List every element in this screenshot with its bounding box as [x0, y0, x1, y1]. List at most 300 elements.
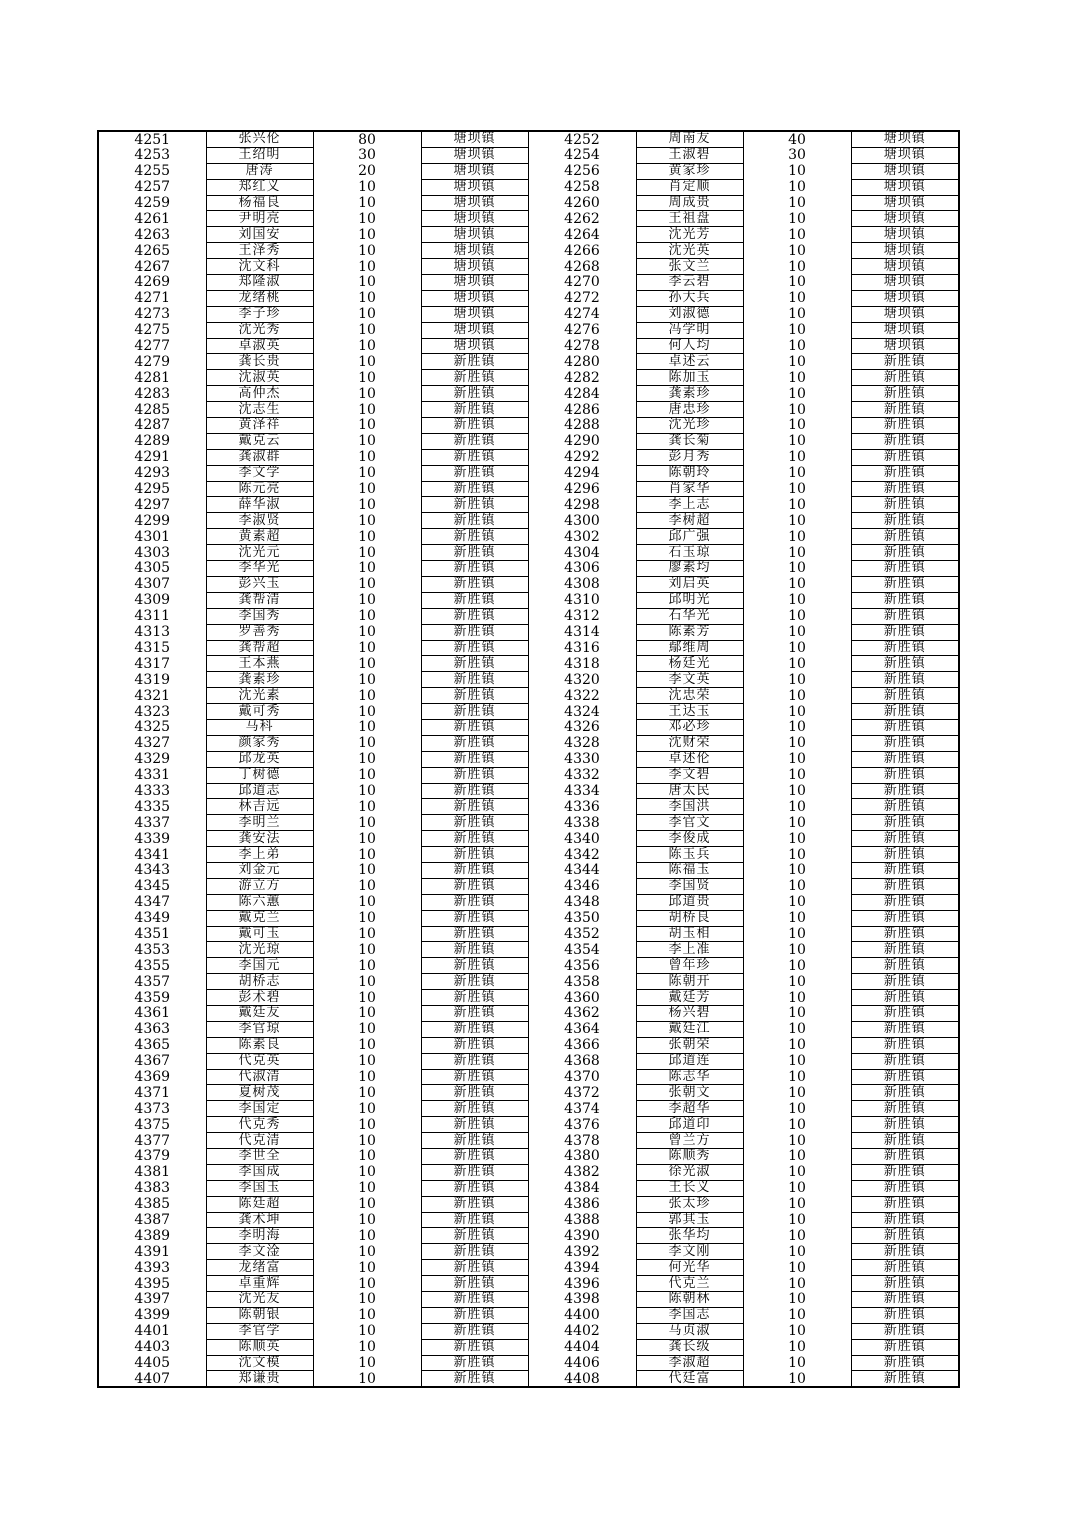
name-cell: 李云碧 — [636, 275, 743, 291]
name-cell: 曾兰方 — [636, 1133, 743, 1149]
name-cell: 张朝文 — [636, 1085, 743, 1101]
name-cell: 刘淑德 — [636, 306, 743, 322]
serial-cell: 4336 — [528, 799, 636, 815]
table-row — [98, 227, 959, 243]
serial-cell: 4347 — [98, 894, 206, 910]
town-cell: 新胜镇 — [851, 402, 959, 418]
town-cell: 新胜镇 — [421, 561, 528, 577]
name-cell: 郑隆淑 — [206, 275, 313, 291]
amount-cell: 10 — [743, 1085, 851, 1101]
serial-cell: 4285 — [98, 402, 206, 418]
amount-cell: 10 — [313, 322, 421, 338]
name-cell: 张太珍 — [636, 1196, 743, 1212]
serial-cell: 4404 — [528, 1339, 636, 1355]
name-cell: 陈朝玲 — [636, 465, 743, 481]
amount-cell: 10 — [743, 704, 851, 720]
amount-cell: 10 — [313, 1212, 421, 1228]
town-cell: 塘坝镇 — [421, 338, 528, 354]
amount-cell: 30 — [743, 147, 851, 163]
table-row — [98, 831, 959, 847]
amount-cell: 10 — [743, 799, 851, 815]
town-cell: 新胜镇 — [421, 370, 528, 386]
town-cell: 新胜镇 — [851, 624, 959, 640]
amount-cell: 20 — [313, 163, 421, 179]
town-cell: 新胜镇 — [421, 1053, 528, 1069]
name-cell: 沈光元 — [206, 545, 313, 561]
name-cell: 李子珍 — [206, 306, 313, 322]
table-row — [98, 290, 959, 306]
table-row — [98, 1276, 959, 1292]
name-cell: 胡玉相 — [636, 926, 743, 942]
serial-cell: 4381 — [98, 1164, 206, 1180]
name-cell: 王达玉 — [636, 704, 743, 720]
name-cell: 沈光秀 — [206, 322, 313, 338]
serial-cell: 4286 — [528, 402, 636, 418]
serial-cell: 4375 — [98, 1117, 206, 1133]
name-cell: 李超华 — [636, 1101, 743, 1117]
serial-cell: 4330 — [528, 751, 636, 767]
serial-cell: 4299 — [98, 513, 206, 529]
serial-cell: 4319 — [98, 672, 206, 688]
name-cell: 马贞淑 — [636, 1323, 743, 1339]
serial-cell: 4284 — [528, 386, 636, 402]
serial-cell: 4379 — [98, 1149, 206, 1165]
serial-cell: 4368 — [528, 1053, 636, 1069]
serial-cell: 4305 — [98, 561, 206, 577]
amount-cell: 10 — [743, 465, 851, 481]
amount-cell: 10 — [743, 751, 851, 767]
name-cell: 鄢维周 — [636, 640, 743, 656]
serial-cell: 4407 — [98, 1371, 206, 1387]
table-row — [98, 735, 959, 751]
name-cell: 陈朝林 — [636, 1292, 743, 1308]
town-cell: 新胜镇 — [421, 433, 528, 449]
town-cell: 新胜镇 — [851, 497, 959, 513]
amount-cell: 10 — [313, 449, 421, 465]
amount-cell: 10 — [743, 1069, 851, 1085]
name-cell: 丁树德 — [206, 767, 313, 783]
name-cell: 唐涛 — [206, 163, 313, 179]
table-row — [98, 1037, 959, 1053]
serial-cell: 4388 — [528, 1212, 636, 1228]
table-row — [98, 322, 959, 338]
amount-cell: 80 — [313, 131, 421, 147]
town-cell: 新胜镇 — [421, 1021, 528, 1037]
name-cell: 龚长级 — [636, 1339, 743, 1355]
name-cell: 胡桥良 — [636, 910, 743, 926]
table-row — [98, 386, 959, 402]
name-cell: 郭其玉 — [636, 1212, 743, 1228]
name-cell: 王长义 — [636, 1180, 743, 1196]
amount-cell: 10 — [743, 163, 851, 179]
town-cell: 新胜镇 — [851, 910, 959, 926]
serial-cell: 4306 — [528, 561, 636, 577]
amount-cell: 10 — [313, 592, 421, 608]
name-cell: 沈光琼 — [206, 942, 313, 958]
name-cell: 邱道志 — [206, 783, 313, 799]
amount-cell: 10 — [313, 290, 421, 306]
name-cell: 李国定 — [206, 1101, 313, 1117]
amount-cell: 10 — [313, 195, 421, 211]
amount-cell: 10 — [743, 926, 851, 942]
town-cell: 新胜镇 — [421, 481, 528, 497]
name-cell: 李国贤 — [636, 878, 743, 894]
amount-cell: 10 — [313, 386, 421, 402]
serial-cell: 4402 — [528, 1323, 636, 1339]
serial-cell: 4339 — [98, 831, 206, 847]
table-row — [98, 576, 959, 592]
name-cell: 廖素均 — [636, 561, 743, 577]
serial-cell: 4394 — [528, 1260, 636, 1276]
table-row — [98, 862, 959, 878]
town-cell: 新胜镇 — [421, 624, 528, 640]
table-row — [98, 990, 959, 1006]
name-cell: 何人均 — [636, 338, 743, 354]
serial-cell: 4366 — [528, 1037, 636, 1053]
amount-cell: 10 — [743, 290, 851, 306]
name-cell: 冯学明 — [636, 322, 743, 338]
name-cell: 龚术坤 — [206, 1212, 313, 1228]
amount-cell: 10 — [743, 306, 851, 322]
amount-cell: 10 — [743, 815, 851, 831]
table-row — [98, 624, 959, 640]
table-row — [98, 561, 959, 577]
town-cell: 新胜镇 — [421, 608, 528, 624]
serial-cell: 4297 — [98, 497, 206, 513]
amount-cell: 30 — [313, 147, 421, 163]
serial-cell: 4261 — [98, 211, 206, 227]
name-cell: 李文碧 — [636, 767, 743, 783]
name-cell: 陈顺秀 — [636, 1149, 743, 1165]
serial-cell: 4283 — [98, 386, 206, 402]
town-cell: 新胜镇 — [851, 799, 959, 815]
table-row — [98, 1180, 959, 1196]
amount-cell: 10 — [313, 338, 421, 354]
table-row — [98, 910, 959, 926]
table-row — [98, 449, 959, 465]
serial-cell: 4327 — [98, 735, 206, 751]
amount-cell: 10 — [743, 529, 851, 545]
amount-cell: 10 — [743, 672, 851, 688]
name-cell: 卓述云 — [636, 354, 743, 370]
table-row — [98, 179, 959, 195]
table-row — [98, 1228, 959, 1244]
town-cell: 新胜镇 — [421, 1212, 528, 1228]
name-cell: 石华光 — [636, 608, 743, 624]
name-cell: 夏树茂 — [206, 1085, 313, 1101]
serial-cell: 4359 — [98, 990, 206, 1006]
town-cell: 新胜镇 — [851, 449, 959, 465]
town-cell: 新胜镇 — [851, 990, 959, 1006]
table-row — [98, 1101, 959, 1117]
amount-cell: 10 — [313, 433, 421, 449]
town-cell: 新胜镇 — [851, 1260, 959, 1276]
town-cell: 新胜镇 — [851, 1149, 959, 1165]
town-cell: 塘坝镇 — [851, 275, 959, 291]
serial-cell: 4340 — [528, 831, 636, 847]
serial-cell: 4274 — [528, 306, 636, 322]
name-cell: 李国志 — [636, 1307, 743, 1323]
table-row — [98, 338, 959, 354]
serial-cell: 4406 — [528, 1355, 636, 1371]
serial-cell: 4385 — [98, 1196, 206, 1212]
town-cell: 新胜镇 — [421, 672, 528, 688]
serial-cell: 4386 — [528, 1196, 636, 1212]
amount-cell: 10 — [313, 306, 421, 322]
town-cell: 新胜镇 — [421, 1292, 528, 1308]
town-cell: 塘坝镇 — [851, 243, 959, 259]
amount-cell: 10 — [743, 1133, 851, 1149]
name-cell: 龚素珍 — [206, 672, 313, 688]
amount-cell: 10 — [313, 926, 421, 942]
amount-cell: 10 — [313, 243, 421, 259]
town-cell: 新胜镇 — [851, 1323, 959, 1339]
table-row — [98, 704, 959, 720]
town-cell: 新胜镇 — [421, 958, 528, 974]
town-cell: 塘坝镇 — [421, 131, 528, 147]
table-row — [98, 767, 959, 783]
town-cell: 新胜镇 — [421, 1117, 528, 1133]
serial-cell: 4387 — [98, 1212, 206, 1228]
amount-cell: 10 — [743, 608, 851, 624]
town-cell: 新胜镇 — [421, 847, 528, 863]
name-cell: 黄素超 — [206, 529, 313, 545]
town-cell: 塘坝镇 — [421, 290, 528, 306]
town-cell: 塘坝镇 — [851, 195, 959, 211]
town-cell: 塘坝镇 — [851, 227, 959, 243]
name-cell: 龚淑群 — [206, 449, 313, 465]
serial-cell: 4300 — [528, 513, 636, 529]
serial-cell: 4348 — [528, 894, 636, 910]
name-cell: 陈加玉 — [636, 370, 743, 386]
amount-cell: 10 — [743, 275, 851, 291]
name-cell: 唐忠珍 — [636, 402, 743, 418]
amount-cell: 10 — [313, 465, 421, 481]
town-cell: 新胜镇 — [851, 1021, 959, 1037]
serial-cell: 4345 — [98, 878, 206, 894]
name-cell: 龚帮超 — [206, 640, 313, 656]
amount-cell: 10 — [313, 354, 421, 370]
amount-cell: 10 — [313, 1228, 421, 1244]
table-row — [98, 799, 959, 815]
amount-cell: 10 — [743, 195, 851, 211]
table-row — [98, 926, 959, 942]
serial-cell: 4352 — [528, 926, 636, 942]
amount-cell: 10 — [743, 227, 851, 243]
town-cell: 新胜镇 — [421, 1085, 528, 1101]
amount-cell: 10 — [743, 1339, 851, 1355]
serial-cell: 4277 — [98, 338, 206, 354]
serial-cell: 4405 — [98, 1355, 206, 1371]
name-cell: 龙绪富 — [206, 1260, 313, 1276]
name-cell: 沈光芳 — [636, 227, 743, 243]
table-row — [98, 1244, 959, 1260]
name-cell: 陈顺英 — [206, 1339, 313, 1355]
town-cell: 新胜镇 — [851, 465, 959, 481]
serial-cell: 4287 — [98, 418, 206, 434]
serial-cell: 4376 — [528, 1117, 636, 1133]
town-cell: 新胜镇 — [421, 1260, 528, 1276]
name-cell: 彭术碧 — [206, 990, 313, 1006]
table-row — [98, 815, 959, 831]
town-cell: 新胜镇 — [421, 545, 528, 561]
town-cell: 新胜镇 — [421, 1037, 528, 1053]
amount-cell: 10 — [743, 259, 851, 275]
amount-cell: 10 — [313, 974, 421, 990]
name-cell: 李俊成 — [636, 831, 743, 847]
name-cell: 李国秀 — [206, 608, 313, 624]
name-cell: 陈廷超 — [206, 1196, 313, 1212]
table-row — [98, 481, 959, 497]
serial-cell: 4313 — [98, 624, 206, 640]
table-row — [98, 306, 959, 322]
amount-cell: 10 — [313, 640, 421, 656]
name-cell: 卓述伦 — [636, 751, 743, 767]
name-cell: 刘金元 — [206, 862, 313, 878]
serial-cell: 4326 — [528, 719, 636, 735]
serial-cell: 4351 — [98, 926, 206, 942]
serial-cell: 4384 — [528, 1180, 636, 1196]
town-cell: 新胜镇 — [421, 815, 528, 831]
serial-cell: 4332 — [528, 767, 636, 783]
name-cell: 罗善秀 — [206, 624, 313, 640]
town-cell: 塘坝镇 — [421, 227, 528, 243]
town-cell: 塘坝镇 — [421, 275, 528, 291]
town-cell: 塘坝镇 — [851, 131, 959, 147]
serial-cell: 4365 — [98, 1037, 206, 1053]
serial-cell: 4303 — [98, 545, 206, 561]
serial-cell: 4279 — [98, 354, 206, 370]
serial-cell: 4323 — [98, 704, 206, 720]
serial-cell: 4301 — [98, 529, 206, 545]
town-cell: 新胜镇 — [421, 1339, 528, 1355]
serial-cell: 4253 — [98, 147, 206, 163]
town-cell: 新胜镇 — [851, 1101, 959, 1117]
town-cell: 新胜镇 — [421, 386, 528, 402]
town-cell: 新胜镇 — [851, 354, 959, 370]
town-cell: 塘坝镇 — [421, 259, 528, 275]
amount-cell: 10 — [743, 1276, 851, 1292]
amount-cell: 10 — [313, 513, 421, 529]
name-cell: 戴克云 — [206, 433, 313, 449]
amount-cell: 10 — [313, 910, 421, 926]
name-cell: 沈光素 — [206, 688, 313, 704]
name-cell: 戴可秀 — [206, 704, 313, 720]
amount-cell: 10 — [313, 497, 421, 513]
table-row — [98, 1021, 959, 1037]
amount-cell: 10 — [743, 1149, 851, 1165]
table-row — [98, 608, 959, 624]
amount-cell: 10 — [313, 1307, 421, 1323]
town-cell: 新胜镇 — [851, 783, 959, 799]
serial-cell: 4254 — [528, 147, 636, 163]
name-cell: 龚长贵 — [206, 354, 313, 370]
amount-cell: 10 — [743, 402, 851, 418]
amount-cell: 10 — [313, 211, 421, 227]
town-cell: 塘坝镇 — [851, 179, 959, 195]
amount-cell: 10 — [313, 799, 421, 815]
town-cell: 塘坝镇 — [421, 147, 528, 163]
town-cell: 新胜镇 — [421, 767, 528, 783]
name-cell: 彭月秀 — [636, 449, 743, 465]
town-cell: 新胜镇 — [421, 497, 528, 513]
name-cell: 邱道印 — [636, 1117, 743, 1133]
amount-cell: 10 — [743, 735, 851, 751]
name-cell: 沈财荣 — [636, 735, 743, 751]
name-cell: 刘启英 — [636, 576, 743, 592]
amount-cell: 10 — [313, 1037, 421, 1053]
amount-cell: 10 — [743, 179, 851, 195]
serial-cell: 4271 — [98, 290, 206, 306]
serial-cell: 4367 — [98, 1053, 206, 1069]
amount-cell: 10 — [743, 1228, 851, 1244]
amount-cell: 10 — [313, 402, 421, 418]
name-cell: 卓重辉 — [206, 1276, 313, 1292]
town-cell: 新胜镇 — [851, 640, 959, 656]
serial-cell: 4262 — [528, 211, 636, 227]
serial-cell: 4307 — [98, 576, 206, 592]
table-row — [98, 1053, 959, 1069]
serial-cell: 4316 — [528, 640, 636, 656]
amount-cell: 10 — [313, 545, 421, 561]
serial-cell: 4329 — [98, 751, 206, 767]
serial-cell: 4349 — [98, 910, 206, 926]
town-cell: 新胜镇 — [421, 449, 528, 465]
town-cell: 新胜镇 — [421, 656, 528, 672]
table-row — [98, 1355, 959, 1371]
town-cell: 新胜镇 — [421, 894, 528, 910]
serial-cell: 4398 — [528, 1292, 636, 1308]
town-cell: 新胜镇 — [851, 1069, 959, 1085]
name-cell: 邱道贵 — [636, 894, 743, 910]
amount-cell: 10 — [313, 418, 421, 434]
serial-cell: 4350 — [528, 910, 636, 926]
amount-cell: 10 — [743, 592, 851, 608]
name-cell: 彭兴玉 — [206, 576, 313, 592]
town-cell: 新胜镇 — [421, 783, 528, 799]
town-cell: 新胜镇 — [851, 1371, 959, 1387]
table-row — [98, 433, 959, 449]
amount-cell: 10 — [313, 688, 421, 704]
serial-cell: 4263 — [98, 227, 206, 243]
town-cell: 新胜镇 — [851, 847, 959, 863]
serial-cell: 4293 — [98, 465, 206, 481]
name-cell: 李国玉 — [206, 1180, 313, 1196]
amount-cell: 10 — [743, 561, 851, 577]
town-cell: 塘坝镇 — [421, 211, 528, 227]
serial-cell: 4255 — [98, 163, 206, 179]
amount-cell: 10 — [743, 433, 851, 449]
town-cell: 新胜镇 — [421, 513, 528, 529]
town-cell: 新胜镇 — [851, 608, 959, 624]
town-cell: 新胜镇 — [851, 974, 959, 990]
serial-cell: 4275 — [98, 322, 206, 338]
serial-cell: 4338 — [528, 815, 636, 831]
name-cell: 代克英 — [206, 1053, 313, 1069]
amount-cell: 10 — [743, 1212, 851, 1228]
town-cell: 新胜镇 — [421, 1164, 528, 1180]
amount-cell: 10 — [743, 1292, 851, 1308]
amount-cell: 10 — [743, 481, 851, 497]
name-cell: 杨兴碧 — [636, 1005, 743, 1021]
amount-cell: 10 — [743, 719, 851, 735]
town-cell: 新胜镇 — [851, 1053, 959, 1069]
serial-cell: 4346 — [528, 878, 636, 894]
serial-cell: 4364 — [528, 1021, 636, 1037]
name-cell: 李明海 — [206, 1228, 313, 1244]
serial-cell: 4377 — [98, 1133, 206, 1149]
name-cell: 李国洪 — [636, 799, 743, 815]
